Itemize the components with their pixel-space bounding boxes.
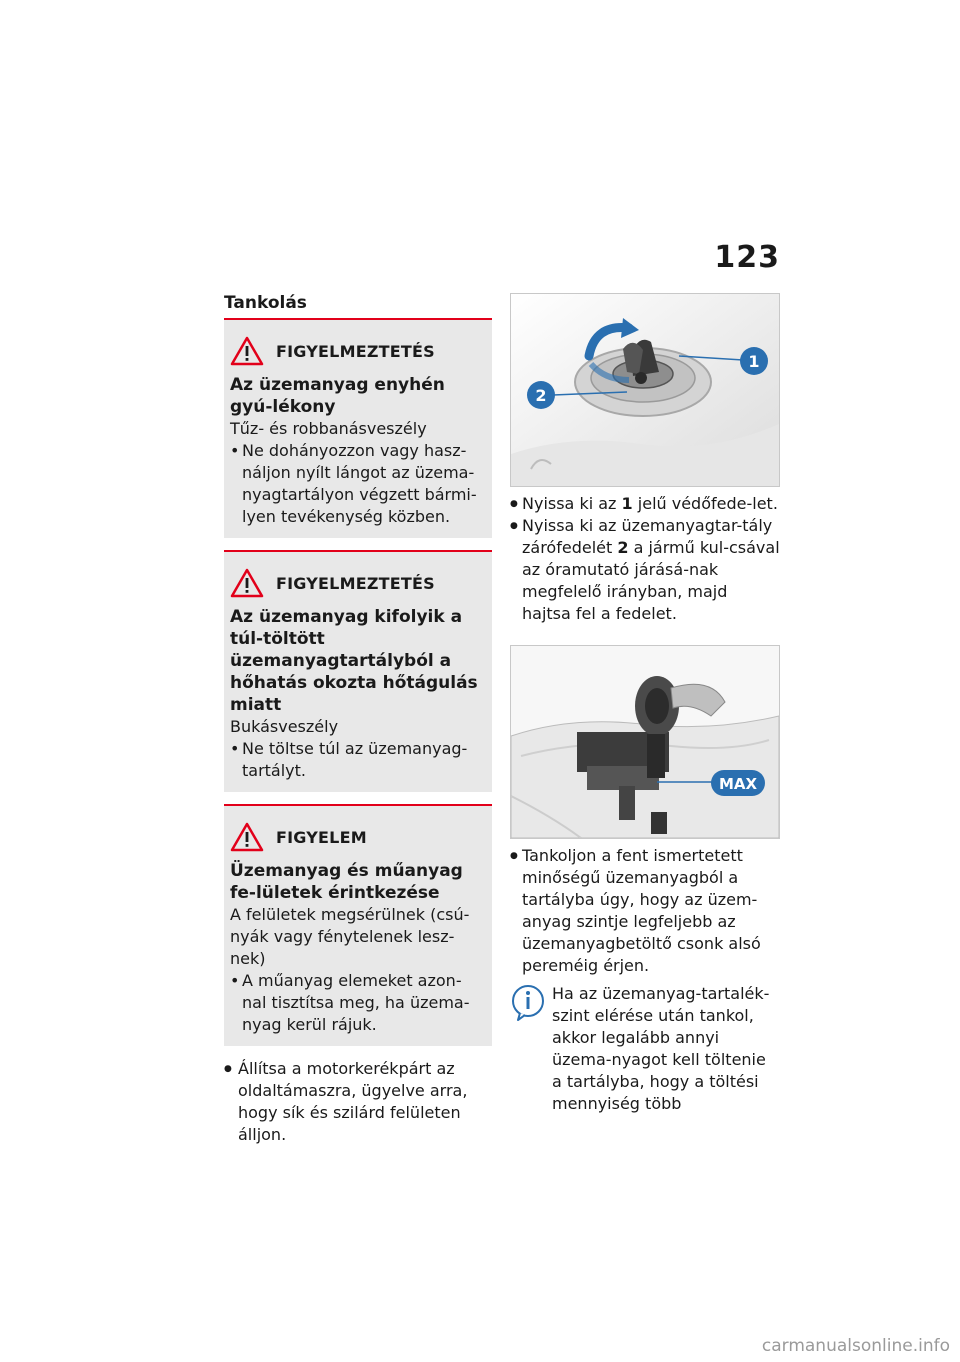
warning-box-2 (224, 550, 492, 792)
section-title: Tankolás (224, 293, 307, 313)
step2-ref: 2 (617, 538, 629, 557)
step1-ref: 1 (621, 494, 633, 513)
step1-text-post: jelű védőfede-let. (637, 494, 778, 513)
warning-bullet: • Ne töltse túl az üzemanyag-tartályt. (230, 738, 482, 782)
warning-box-1 (224, 318, 492, 538)
caution-title: Üzemanyag és műanyag fe-lületek érintkezése (230, 861, 463, 903)
warning-subtitle: Bukásveszély (230, 717, 339, 736)
step1-text-pre: Nyissa ki az (522, 494, 617, 513)
caution-subtitle: A felületek megsérülnek (csú-nyák vagy fénytelenek lesz-nek) (230, 905, 470, 968)
step2-text-post: a jármű kul-csával az óramutató járásá-nak megfelelő irányban, majd hajtsa fel a fedelet. (522, 538, 780, 623)
figure-max-level (510, 645, 780, 839)
page-number: 123 (714, 240, 780, 275)
right-column (510, 293, 780, 1115)
step2-text-pre: Nyissa ki az üzemanyagtar-tály zárófedelét (522, 516, 773, 557)
caution-label: FIGYELEM (276, 827, 367, 847)
warning-bullet: • Ne dohányozzon vagy hasz-náljon nyílt lángot az üzema-nyagtartályon végzett bármi-lyen tevékenység közben. (230, 440, 482, 528)
fuel-level-illustration (511, 646, 779, 838)
left-column (224, 318, 492, 1146)
step-open-cap (510, 515, 780, 625)
step-side-stand: ● Állítsa a motorkerékpárt az oldaltámaszra, ügyelve arra, hogy sík és szilárd felületen álljon. (224, 1058, 492, 1146)
max-callout: MAX (718, 775, 758, 793)
warning-triangle-icon (230, 336, 264, 366)
warning-triangle-icon (230, 568, 264, 598)
info-icon (510, 983, 546, 1021)
caution-box (224, 804, 492, 1046)
info-note-text: Ha az üzemanyag-tartalék-szint elérése után tankol, akkor legalább annyi üzema-nyagot kell töltenie a tartályba, hogy a töltési mennyiség több (552, 984, 770, 1113)
fuel-cap-illustration (511, 294, 779, 486)
callout-1: 1 (748, 352, 760, 371)
warning-title: Az üzemanyag enyhén gyú-lékony (230, 375, 445, 417)
warning-subtitle: Tűz- és robbanásveszély (230, 419, 427, 438)
warning-label: FIGYELMEZTETÉS (276, 573, 435, 593)
warning-title: Az üzemanyag kifolyik a túl-töltött üzemanyagtartályból a hőhatás okozta hőtágulás miatt (230, 607, 478, 715)
step-refuel: ● Tankoljon a fent ismertetett minőségű üzemanyagból a tartályba úgy, hogy az üzem-anyag szintje legfeljebb az üzemanyagbetöltő csonk alsó pereméig érjen. (510, 845, 780, 977)
step-open-cover (510, 493, 780, 515)
caution-bullet: • A műanyag elemeket azon-nal tisztítsa meg, ha üzema-nyag kerül rájuk. (230, 970, 482, 1036)
callout-2: 2 (535, 386, 547, 405)
info-note (510, 983, 780, 1115)
warning-triangle-icon (230, 822, 264, 852)
right-steps (510, 493, 780, 625)
watermark: carmanualsonline.info (761, 1336, 950, 1356)
warning-label: FIGYELMEZTETÉS (276, 341, 435, 361)
figure-fuel-cap (510, 293, 780, 487)
